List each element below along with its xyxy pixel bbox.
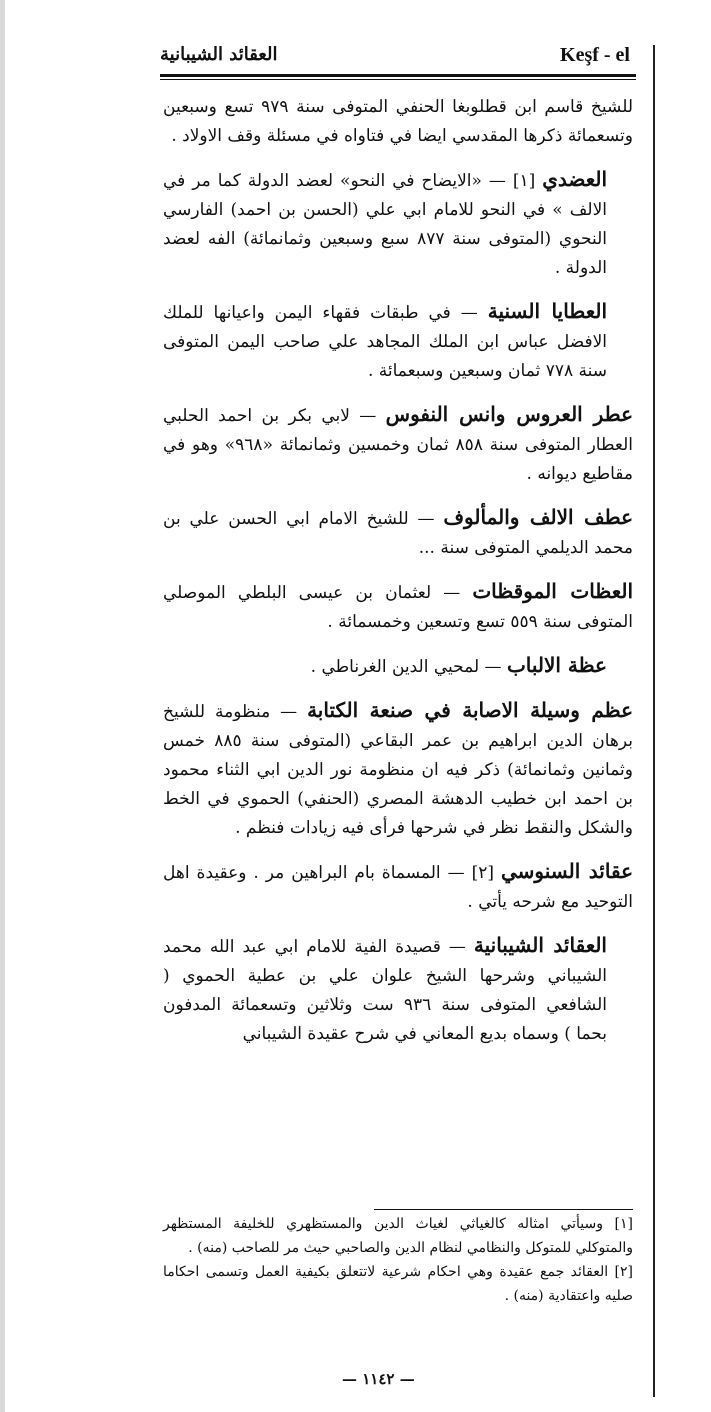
entry	[163, 165, 633, 283]
footnote: [٢] العقائد جمع عقيدة وهي احكام شرعية لاتتعلق بكيفية العمل وتسمى احكاما صليه واعتقادية (منه) .	[163, 1264, 633, 1304]
entry	[163, 857, 633, 917]
entry-text: للشيخ قاسم ابن قطلوبغا الحنفي المتوفى سنة ٩٧٩ تسع وسبعين وتسعمائة ذكرها المقدسي ايضا في فتاواه في مسئلة وقف الاولاد .	[163, 97, 633, 146]
entry	[163, 931, 633, 1049]
entry-headword: العضدي	[542, 167, 607, 191]
header-title-arabic: العقائد الشيبانية	[160, 44, 278, 65]
entry	[163, 651, 633, 682]
running-header	[160, 38, 650, 72]
entry-text: [٢] — المسماة بام البراهين مر . وعقيدة اهل التوحيد مع شرحه يأتي .	[163, 863, 633, 912]
header-rule-thick	[160, 74, 636, 77]
entry	[163, 297, 633, 386]
entry-continuation	[163, 93, 633, 151]
main-text	[163, 93, 633, 1063]
page-edge	[0, 0, 5, 1412]
entry-text: — لمحيي الدين الغرناطي .	[310, 657, 502, 677]
entry-headword: العظات الموقظات	[472, 579, 634, 603]
entry-headword: العقائد الشيبانية	[473, 933, 607, 957]
page-number: — ١١٤٢ —	[342, 1370, 415, 1388]
entry	[163, 400, 633, 489]
entry-text: — لابي بكر بن احمد الحلبي العطار المتوفى سنة ٨٥٨ ثمان وخمسين وثمانمائة «٩٦٨» وهو في مقاطيع ديوانه .	[163, 406, 634, 484]
entry-headword: عطف الالف والمألوف	[443, 505, 634, 529]
entry	[163, 577, 633, 637]
entry	[163, 503, 633, 563]
footnotes	[163, 1212, 633, 1308]
binding-rule	[653, 45, 655, 1397]
entry	[163, 696, 633, 843]
header-title-latin: Keşf - el	[560, 44, 630, 66]
footnote: [١] وسيأتي امثاله كالغياثي لغياث الدين والمستظهري للخليفة المستظهر والمتوكلي للمتوكل والنظامي لنظام الدين والصاحبي حيث مر للصاحب (منه) .	[163, 1216, 633, 1256]
entry-text: — للشيخ الامام ابي الحسن علي بن محمد الديلمي المتوفى سنة ...	[163, 509, 633, 558]
header-rule-thin	[160, 79, 636, 80]
entry-text: — منظومة للشيخ برهان الدين ابراهيم بن عمر البقاعي (المتوفى سنة ٨٨٥ خمس وثمانين وثمانمائة) ذكر فيه ان منظومة نور الدين ابي الثناء محمود بن احمد ابن خطيب الدهشة المصري (الحنفي) الحموي في الخط والشكل والنقط نظر في شرحها فرأى فيه زيادات فنظم .	[163, 702, 633, 838]
entry-text: — في طبقات فقهاء اليمن واعيانها للملك الافضل عباس ابن الملك المجاهد علي صاحب اليمن المتوفى سنة ٧٧٨ ثمان وسبعين وسبعمائة .	[163, 303, 607, 381]
entry-headword: عظم وسيلة الاصابة في صنعة الكتابة	[307, 698, 633, 722]
entry-text: — قصيدة الفية للامام ابي عبد الله محمد الشيباني وشرحها الشيخ علوان علي بن عطية الحموي ( الشافعي المتوفى سنة ٩٣٦ ست وثلاثين وتسعمائة المدفون بحما ) وسماه بديع المعاني في شرح عقيدة الشيباني	[163, 937, 607, 1044]
entry-headword: عظة الالباب	[506, 653, 607, 677]
entry-headword: عطر العروس وانس النفوس	[385, 402, 634, 426]
footnote-rule	[374, 1209, 633, 1210]
entry-headword: عقائد السنوسي	[500, 859, 633, 883]
entry-text: [١] — «الايضاح في النحو» لعضد الدولة كما مر في الالف » في النحو للامام ابي علي (الحسن بن احمد) الفارسي النحوي (المتوفى سنة ٨٧٧ سبع وسبعين وثمانمائة) الفه لعضد الدولة .	[163, 171, 607, 278]
entry-text: — لعثمان بن عيسى البلطي الموصلي المتوفى سنة ٥٥٩ تسع وتسعين وخمسمائة .	[163, 583, 633, 632]
entry-headword: العطايا السنية	[487, 299, 607, 323]
